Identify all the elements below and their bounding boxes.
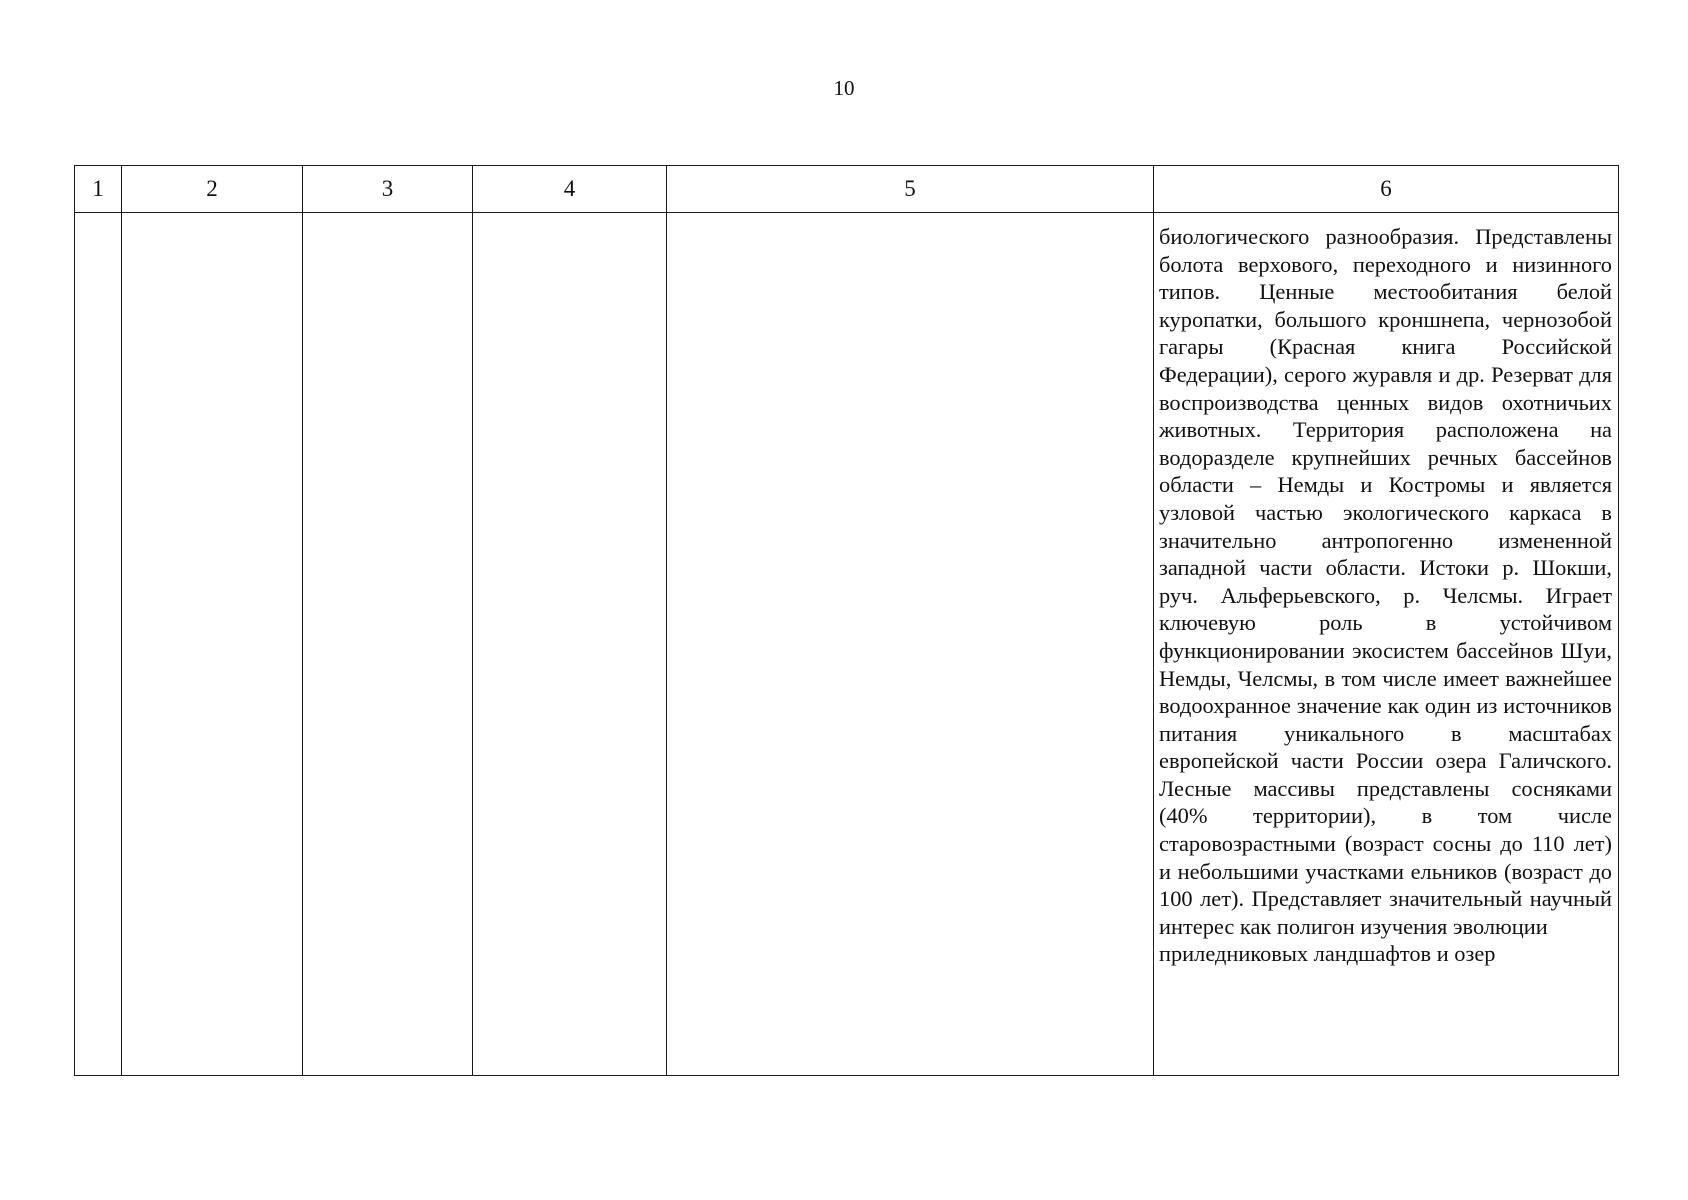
table-cell-description bbox=[1154, 213, 1619, 1076]
table-cell-col3 bbox=[303, 213, 473, 1076]
column-header-6: 6 bbox=[1154, 166, 1619, 213]
data-table bbox=[74, 165, 1619, 1076]
table-cell-col5 bbox=[667, 213, 1154, 1076]
column-header-2: 2 bbox=[122, 166, 303, 213]
table-cell-col1 bbox=[75, 213, 122, 1076]
description-text: биологического разнообразия. Представлены болота верхового, переходного и низинного типов. Ценные местообитания белой куропатки, большого кроншнепа, чернозобой гагары (Красная книга Российской Федерации), серого журавля и др. Резерват для воспроизводства ценных видов охотничьих животных. Территория расположена на водоразделе крупнейших речных бассейнов области – Немды и Костромы и является узловой частью экологического каркаса в значительно антропогенно измененной западной части области. Истоки р. Шокши, руч. Альферьевского, р. Челсмы. Играет ключевую роль в устойчивом функционировании экосистем бассейнов Шуи, Немды, Челсмы, в том числе имеет важнейшее водоохранное значение как один из источников питания уникального в масштабах европейской части России озера Галичского. Лесные массивы представлены сосняками (40% территории), в том числе старовозрастными (возраст сосны до 110 лет) и небольшими участками ельников (возраст до 100 лет). Представляет значительный научный интерес как полигон изучения эволюции bbox=[1159, 224, 1612, 939]
table-cell-col4 bbox=[473, 213, 667, 1076]
column-header-1: 1 bbox=[75, 166, 122, 213]
table-row bbox=[75, 213, 1619, 1076]
table-header-row bbox=[75, 166, 1619, 213]
page-number: 10 bbox=[833, 76, 855, 100]
column-header-3: 3 bbox=[303, 166, 473, 213]
table-cell-col2 bbox=[122, 213, 303, 1076]
column-header-4: 4 bbox=[473, 166, 667, 213]
column-header-5: 5 bbox=[667, 166, 1154, 213]
description-last-line: приледниковых ландшафтов и озер bbox=[1159, 941, 1496, 967]
